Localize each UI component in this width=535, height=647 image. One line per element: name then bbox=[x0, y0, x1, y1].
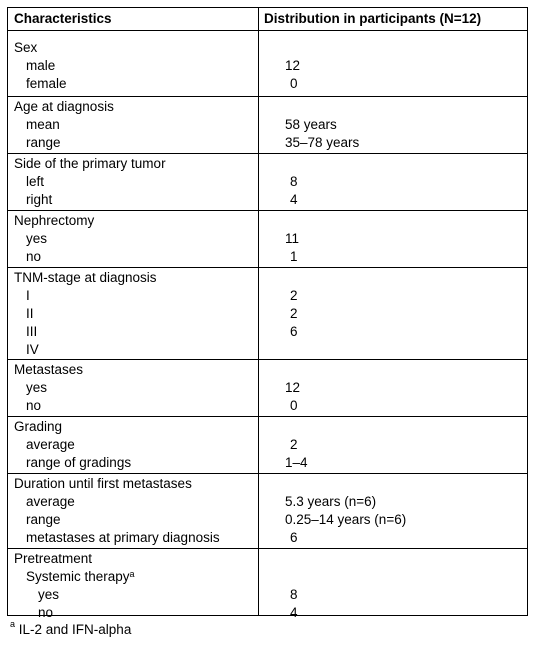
header-distribution: Distribution in participants (N=12) bbox=[264, 11, 482, 26]
group-metastases bbox=[8, 359, 527, 415]
sex-male-value: 12 bbox=[285, 58, 301, 73]
group-sex bbox=[8, 39, 527, 93]
sex-female-label: female bbox=[26, 76, 67, 91]
tnm-iii-value: 6 bbox=[290, 324, 298, 339]
pretreatment-label: Pretreatment bbox=[14, 551, 93, 566]
duration-range-value: 0.25–14 years (n=6) bbox=[285, 512, 407, 527]
tnm-ii-label: II bbox=[26, 306, 34, 321]
footnote-mark: a bbox=[10, 619, 16, 629]
side-label: Side of the primary tumor bbox=[14, 156, 166, 171]
duration-primary-label: metastases at primary diagnosis bbox=[26, 530, 220, 545]
pretreatment-no-value: 4 bbox=[290, 605, 298, 620]
table-footnote bbox=[10, 619, 132, 637]
footnote-text: IL-2 and IFN-alpha bbox=[15, 622, 132, 637]
tnm-ii-value: 2 bbox=[290, 306, 298, 321]
grading-average-label: average bbox=[26, 437, 75, 452]
header-characteristics: Characteristics bbox=[14, 11, 112, 26]
nephrectomy-yes-value: 11 bbox=[285, 231, 300, 246]
side-left-label: left bbox=[26, 174, 45, 189]
side-right-label: right bbox=[26, 192, 53, 207]
tnm-iii-label: III bbox=[26, 324, 38, 339]
characteristics-table bbox=[7, 7, 528, 620]
pretreatment-yes-value: 8 bbox=[290, 587, 298, 602]
duration-primary-value: 6 bbox=[290, 530, 298, 545]
tnm-i-label: I bbox=[26, 288, 30, 303]
grading-average-value: 2 bbox=[290, 437, 298, 452]
tnm-iv-label: IV bbox=[26, 342, 39, 357]
grading-label: Grading bbox=[14, 419, 63, 434]
tnm-i-value: 2 bbox=[290, 288, 298, 303]
group-side bbox=[8, 153, 527, 209]
age-mean-value: 58 years bbox=[285, 117, 337, 132]
age-mean-label: mean bbox=[26, 117, 60, 132]
grading-range-value: 1–4 bbox=[285, 455, 308, 470]
side-right-value: 4 bbox=[290, 192, 298, 207]
duration-range-label: range bbox=[26, 512, 61, 527]
group-age bbox=[8, 96, 527, 152]
age-range-label: range bbox=[26, 135, 61, 150]
metastases-label: Metastases bbox=[14, 362, 84, 377]
sex-label: Sex bbox=[14, 40, 38, 55]
side-left-value: 8 bbox=[290, 174, 298, 189]
duration-label: Duration until first metastases bbox=[14, 476, 192, 491]
group-duration bbox=[8, 473, 527, 547]
tnm-label: TNM-stage at diagnosis bbox=[14, 270, 157, 285]
sex-male-label: male bbox=[26, 58, 56, 73]
metastases-no-label: no bbox=[26, 398, 42, 413]
metastases-no-value: 0 bbox=[290, 398, 298, 413]
pretreatment-yes-label: yes bbox=[38, 587, 60, 602]
sex-female-value: 0 bbox=[290, 76, 298, 91]
duration-average-label: average bbox=[26, 494, 75, 509]
nephrectomy-yes-label: yes bbox=[26, 231, 48, 246]
group-tnm bbox=[8, 267, 527, 359]
age-range-value: 35–78 years bbox=[285, 135, 360, 150]
metastases-yes-value: 12 bbox=[285, 380, 301, 395]
pretreatment-no-label: no bbox=[38, 605, 54, 620]
systemic-therapy-label: Systemic therapy$^a$ bbox=[26, 569, 135, 584]
metastases-yes-label: yes bbox=[26, 380, 48, 395]
group-grading bbox=[8, 416, 527, 472]
footnote-marker: a bbox=[129, 569, 135, 579]
group-nephrectomy bbox=[8, 210, 527, 266]
grading-range-label: range of gradings bbox=[26, 455, 132, 470]
nephrectomy-no-label: no bbox=[26, 249, 42, 264]
age-label: Age at diagnosis bbox=[14, 99, 114, 114]
group-pretreatment bbox=[8, 548, 527, 622]
duration-average-value: 5.3 years (n=6) bbox=[285, 494, 377, 509]
nephrectomy-label: Nephrectomy bbox=[14, 213, 95, 228]
table-header bbox=[8, 8, 527, 31]
nephrectomy-no-value: 1 bbox=[290, 249, 298, 264]
